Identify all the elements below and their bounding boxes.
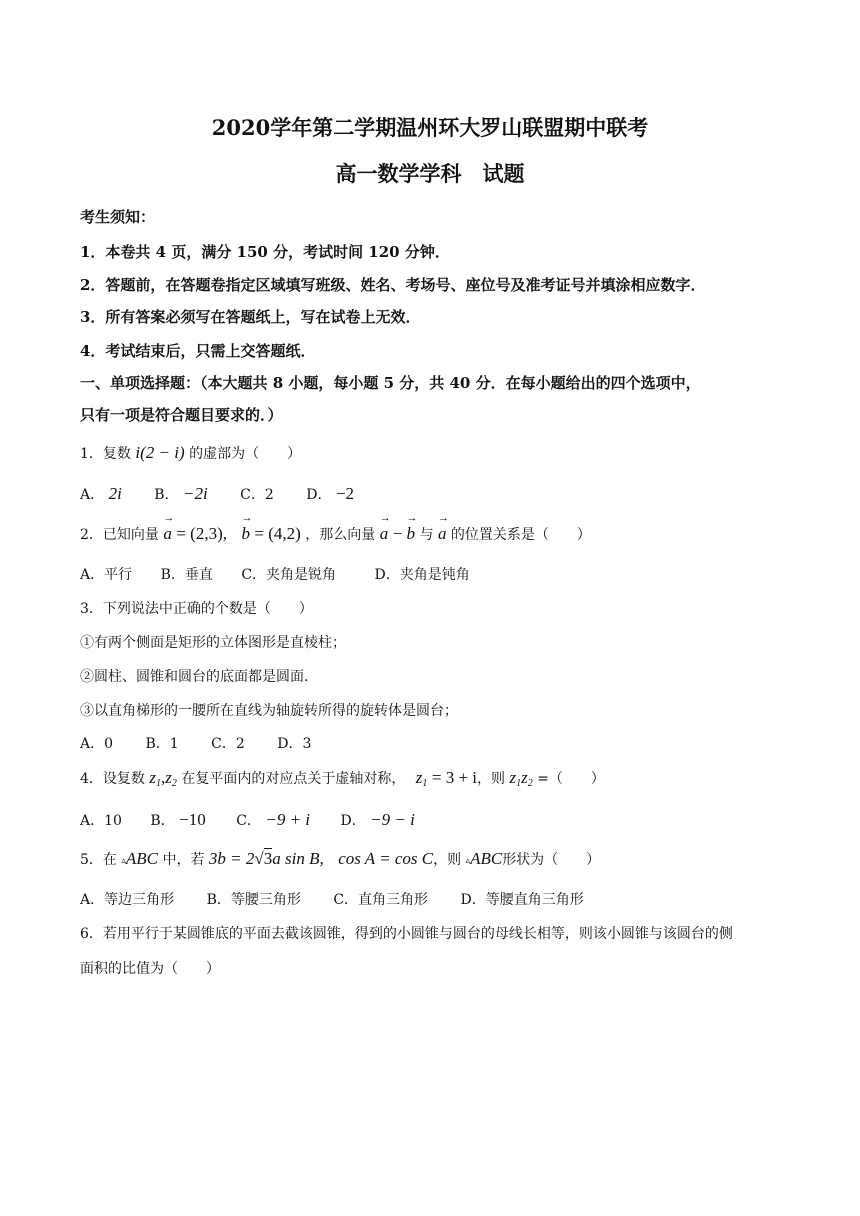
q4-z1: $z_1$	[149, 768, 161, 789]
q5-suffix: 形状为（ ）	[502, 852, 601, 868]
q1-option-b-label: B．	[154, 487, 179, 503]
q3-option-d: D．3	[277, 736, 312, 752]
q3-option-c: C．2	[211, 736, 245, 752]
q2-minus: −	[392, 524, 407, 543]
q5-abc-2: ABC	[470, 849, 503, 868]
triangle-symbol: ▵	[121, 856, 126, 866]
q2-vector-b: → b	[241, 524, 250, 544]
q2-vector-a-2: → a	[380, 524, 389, 544]
question-4	[80, 768, 605, 789]
q4-option-b-label: B．	[150, 813, 175, 829]
q3-option-b: B．1	[145, 736, 179, 752]
q4-z1-eq: $z_1$	[415, 768, 428, 789]
q4-option-c-label: C．	[236, 813, 261, 829]
q5-options	[80, 889, 584, 909]
exam-subtitle: 高一数学学科 试题	[335, 161, 525, 186]
q4-then: ，则	[477, 771, 506, 787]
q5-option-b: B．等腰三角形	[206, 892, 301, 908]
q2-prefix: 2．已知向量	[80, 527, 159, 543]
q2-vector-a-3: → a	[438, 524, 447, 544]
q3-statement-3: ③以直角梯形的一腰所在直线为轴旋转所得的旋转体是圆台；	[80, 703, 458, 719]
q4-option-c-value: −9 + i	[265, 810, 311, 829]
notice-heading: 考生须知：	[80, 208, 156, 226]
q1-option-a-label: A．	[80, 487, 105, 503]
section-heading-line1: 一、单项选择题：（本大题共 8 小题，每小题 5 分，共 40 分．在每小题给出的四个选项中，	[80, 374, 701, 392]
q1-option-c: C．2	[240, 487, 274, 503]
q5-option-c: C．直角三角形	[333, 892, 429, 908]
question-2	[80, 524, 591, 544]
q2-option-b: B．垂直	[160, 567, 213, 583]
q5-then: ，则	[433, 852, 462, 868]
q2-option-c: C．夹角是锐角	[241, 567, 337, 583]
q4-option-a: A．10	[80, 813, 122, 829]
q4-z1-value: = 3 + i	[431, 768, 478, 787]
q5-abc: ABC	[125, 849, 159, 868]
triangle-symbol-2: ▵	[465, 856, 471, 866]
q2-with: 与	[419, 527, 434, 543]
question-6-line-2: 面积的比值为（ ）	[80, 961, 220, 977]
q1-prefix: 1．复数	[80, 446, 131, 462]
question-5: 5．在 ▵ABC 中，若 3b = 2√3a sin B, cos A = cos C，则 ▵ABC形状为（ ）	[80, 849, 601, 868]
q2-vector-a: → a	[163, 524, 172, 544]
notice-item-4: 4．考试结束后，只需上交答题纸．	[80, 342, 316, 360]
q2-option-a: A．平行	[80, 567, 133, 583]
q4-options	[80, 810, 415, 830]
q2-middle-text: ，那么向量	[305, 527, 376, 543]
exam-title: 2020学年第二学期温州环大罗山联盟期中联考	[211, 115, 649, 140]
section-heading-line2: 只有一项是符合题目要求的．）	[80, 406, 283, 424]
q5-prefix: 5．在	[80, 852, 117, 868]
q1-option-d-value: −2	[335, 484, 355, 503]
q1-options	[80, 484, 354, 504]
q1-math: i(2 − i)	[135, 443, 185, 462]
q4-prefix: 4．设复数	[80, 771, 145, 787]
q2-options	[80, 564, 470, 584]
question-3: 3．下列说法中正确的个数是（ ）	[80, 601, 313, 617]
q4-option-b-value: −10	[179, 810, 206, 829]
q5-option-a: A．等边三角形	[80, 892, 175, 908]
q5-eq1b: a sin B,	[272, 849, 324, 868]
q3-statement-1: ①有两个侧面是矩形的立体图形是直棱柱；	[80, 635, 346, 651]
q2-vector-b-2: → b	[407, 524, 416, 544]
q4-option-d-value: −9 − i	[370, 810, 415, 829]
q5-eq2: cos A = cos C	[338, 849, 434, 868]
q5-sqrt: 3	[263, 849, 273, 868]
q2-a-value: = (2,3),	[176, 524, 227, 543]
notice-item-2: 2．答题前，在答题卷指定区域填写班级、姓名、考场号、座位号及准考证号并填涂相应数字．	[80, 276, 706, 294]
q4-middle-text: 在复平面内的对应点关于虚轴对称，	[181, 771, 406, 787]
q2-suffix: 的位置关系是（ ）	[450, 527, 591, 543]
q1-suffix: 的虚部为（ ）	[189, 446, 302, 462]
q2-option-d: D．夹角是钝角	[374, 567, 470, 583]
q3-options	[80, 733, 311, 753]
notice-item-3: 3．所有答案必须写在答题纸上，写在试卷上无效．	[80, 308, 421, 326]
q2-b-value: = (4,2)	[254, 524, 301, 543]
q1-option-a-value: 2i	[108, 484, 122, 503]
q4-option-d-label: D．	[340, 813, 366, 829]
q1-option-d-label: D．	[306, 487, 332, 503]
q4-comma: ,	[161, 768, 166, 787]
question-6-line-1: 6．若用平行于某圆锥底的平面去截该圆锥，得到的小圆锥与圆台的母线长相等，则该小圆锥与该圆台的侧	[80, 926, 733, 942]
notice-item-1: 1．本卷共 4 页，满分 150 分，考试时间 120 分钟．	[80, 243, 450, 261]
question-1	[80, 443, 301, 463]
q5-option-d: D．等腰直角三角形	[460, 892, 584, 908]
q4-suffix: =（ ）	[537, 771, 605, 787]
q3-statement-2: ②圆柱、圆锥和圆台的底面都是圆面．	[80, 669, 318, 685]
q1-option-b-value: −2i	[183, 484, 208, 503]
q5-eq1a: 3b = 2	[208, 849, 255, 868]
q5-middle-text: 中，若	[162, 852, 205, 868]
q3-option-a: A．0	[80, 736, 114, 752]
q4-product: $z_1z_2$	[509, 768, 533, 789]
q4-z2: $z_2$	[165, 768, 177, 789]
